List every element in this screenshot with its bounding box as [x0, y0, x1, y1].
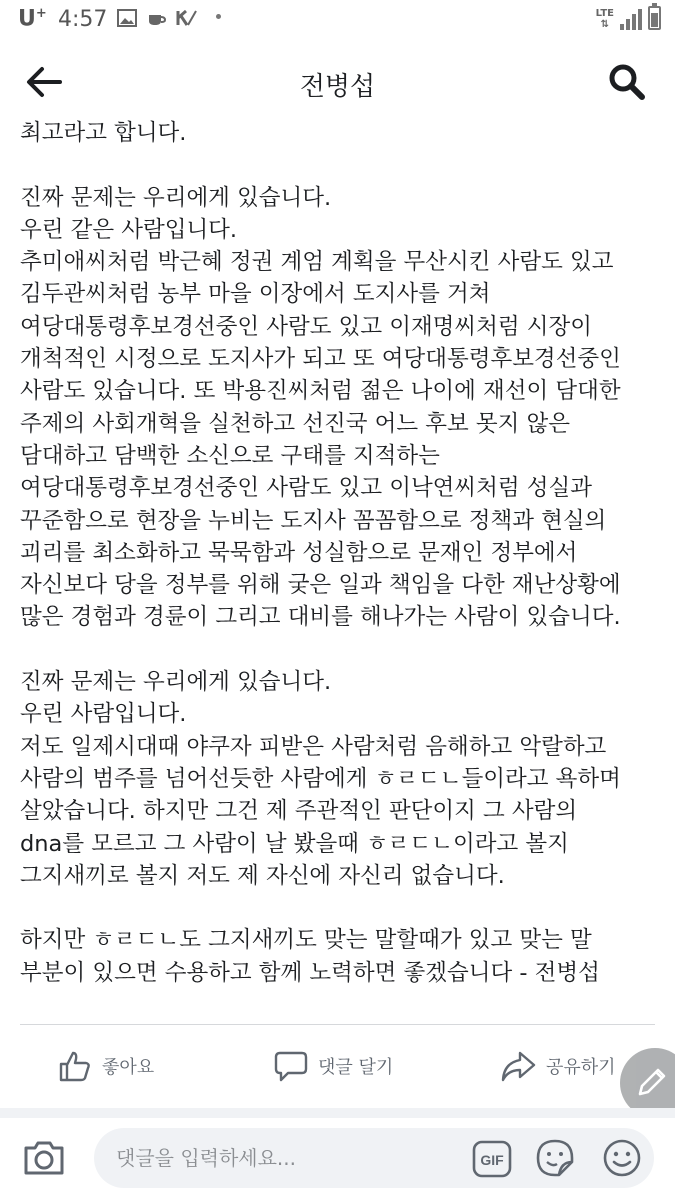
gif-icon: [472, 1140, 512, 1178]
post-line: 꾸준함으로 현장을 누비는 도지사 꼼꼼함으로 정책과 현실의: [20, 507, 607, 534]
page-title: 전병섭: [299, 72, 376, 102]
divider: [20, 1024, 655, 1025]
search-button[interactable]: [607, 62, 647, 102]
post-actions: [0, 1038, 675, 1094]
camera-button[interactable]: [22, 1138, 66, 1178]
like-button[interactable]: [58, 1038, 154, 1094]
post-line: 사람의 범주를 넘어선듯한 사람에게 ㅎㄹㄷㄴ들이라고 욕하며: [20, 765, 621, 792]
status-notification-icons: [116, 8, 198, 28]
post-line: 여당대통령후보경선중인 사람도 있고 이낙연씨처럼 성실과: [20, 475, 592, 502]
paragraph-gap: [20, 634, 660, 666]
speech-bubble-icon: [274, 1049, 308, 1083]
top-app-bar: [0, 44, 675, 120]
post-line: 부분이 있으면 수용하고 함께 노력하면 좋겠습니다 - 전병섭: [20, 959, 600, 986]
lte-indicator: LTE ⇅: [595, 8, 614, 30]
share-button[interactable]: [500, 1038, 616, 1094]
sticker-button[interactable]: [535, 1138, 575, 1178]
coffee-icon: [146, 8, 168, 28]
post-line: 살았습니다. 하지만 그건 제 주관적인 판단이지 그 사람의: [20, 798, 578, 825]
search-icon: [607, 62, 647, 102]
post-line: 괴리를 최소화하고 묵묵함과 성실함으로 문재인 정부에서: [20, 539, 578, 566]
sticker-icon: [535, 1138, 575, 1178]
post-line: 그지새끼로 볼지 저도 제 자신에 자신리 없습니다.: [20, 862, 505, 889]
gif-button[interactable]: [472, 1140, 512, 1178]
smiley-icon: [602, 1138, 642, 1178]
pencil-icon: [634, 1064, 670, 1100]
status-right-icons: [596, 6, 661, 30]
post-line: 자신보다 당을 정부를 위해 궂은 일과 책임을 다한 재난상황에: [20, 572, 621, 599]
app-k-icon: [176, 8, 198, 28]
post-line: 담대하고 담백한 소신으로 구태를 지적하는: [20, 442, 440, 469]
post-line: 저도 일제시대때 야쿠자 피받은 사람처럼 음해하고 악랄하고: [20, 733, 607, 760]
comment-composer: [0, 1118, 675, 1200]
carrier-label: U+: [18, 6, 47, 32]
image-icon: [116, 8, 138, 28]
post-text: [20, 117, 660, 989]
post-line: 하지만 ㅎㄹㄷㄴ도 그지새끼도 맞는 말할때가 있고 맞는 말: [20, 927, 592, 954]
post-line: 여당대통령후보경선중인 사람도 있고 이재명씨처럼 시장이: [20, 313, 592, 340]
signal-icon: [620, 8, 642, 30]
post-line: 우린 사람입니다.: [20, 701, 187, 728]
post-line: 최고라고 합니다.: [20, 120, 187, 146]
status-dot: [216, 14, 221, 19]
gif-label: GIF: [480, 1152, 504, 1168]
emoji-button[interactable]: [602, 1138, 642, 1178]
thumbs-up-icon: [58, 1049, 92, 1083]
share-arrow-icon: [500, 1049, 536, 1083]
share-label: 공유하기: [546, 1057, 616, 1078]
comment-label: 댓글 달기: [318, 1057, 394, 1078]
comment-button[interactable]: [274, 1038, 393, 1094]
post-line: 진짜 문제는 우리에게 있습니다.: [20, 669, 332, 696]
post-line: 개척적인 시정으로 도지사가 되고 또 여당대통령후보경선중인: [20, 346, 621, 373]
post-line: dna를 모르고 그 사람이 날 봤을때 ㅎㄹㄷㄴ이라고 볼지: [20, 830, 569, 857]
status-bar: [0, 0, 675, 44]
status-time: 4:57: [58, 7, 108, 32]
post-line: 우린 같은 사람입니다.: [20, 216, 238, 243]
post-line: 많은 경험과 경륜이 그리고 대비를 해나가는 사람이 있습니다.: [20, 604, 621, 631]
section-divider: [0, 1108, 675, 1118]
post-line: 김두관씨처럼 농부 마을 이장에서 도지사를 거쳐: [20, 281, 491, 308]
camera-icon: [22, 1138, 66, 1178]
post-line: 주제의 사회개혁을 실천하고 선진국 어느 후보 못지 않은: [20, 410, 570, 437]
paragraph-gap: [20, 892, 660, 924]
like-label: 좋아요: [102, 1057, 155, 1078]
post-line: 사람도 있습니다. 또 박용진씨처럼 젊은 나이에 재선이 담대한: [20, 378, 621, 405]
post-line: 추미애씨처럼 박근혜 정권 계엄 계획을 무산시킨 사람도 있고: [20, 249, 614, 276]
paragraph-gap: [20, 149, 660, 181]
post-line: 진짜 문제는 우리에게 있습니다.: [20, 184, 332, 211]
battery-icon: [648, 6, 661, 30]
